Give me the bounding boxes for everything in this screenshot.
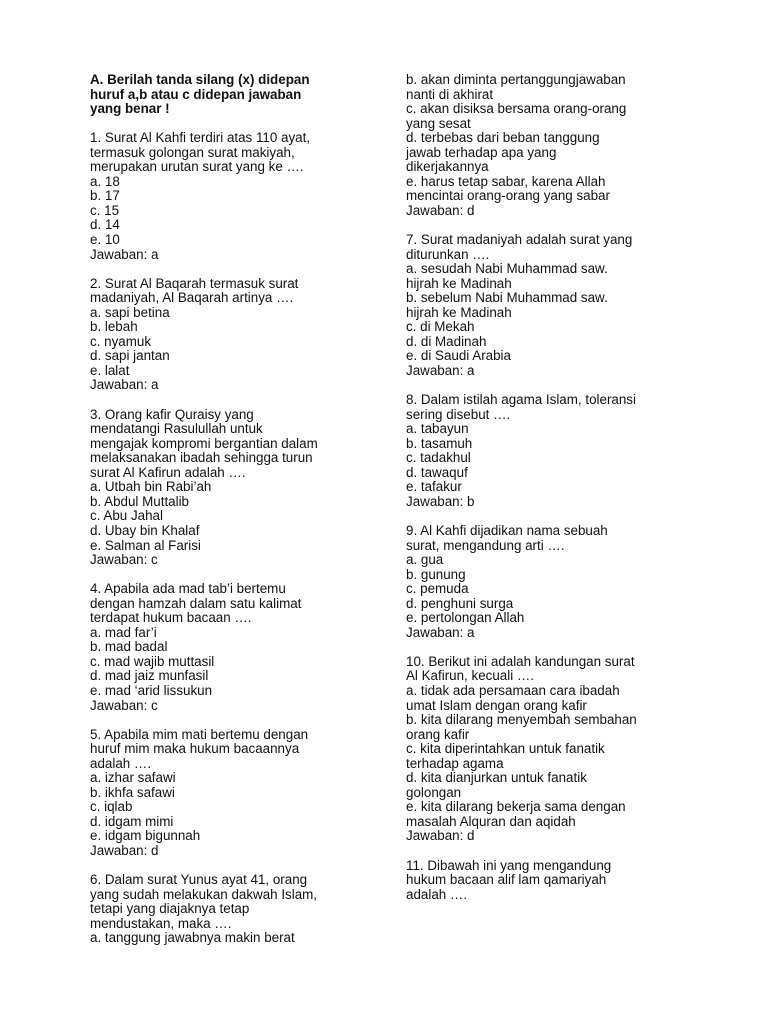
question-q11 xyxy=(406,859,696,903)
text-line: dikerjakannya xyxy=(406,159,489,175)
question-text: 10. Berikut ini adalah kandungan surat xyxy=(406,653,635,669)
question-text: 3. Orang kafir Quraisy yang xyxy=(90,406,254,422)
question-q6 xyxy=(90,873,380,946)
question-q4 xyxy=(90,582,380,713)
text-line: nanti di akhirat xyxy=(406,86,494,102)
answer-option: b. tasamuh xyxy=(406,435,473,451)
answer-option: e. idgam bigunnah xyxy=(90,828,201,844)
text-line: yang sudah melakukan dakwah Islam, xyxy=(90,886,318,902)
text-line: madaniyah, Al Baqarah artinya …. xyxy=(90,290,294,306)
answer-option: d. di Madinah xyxy=(406,333,487,349)
question-text: 6. Dalam surat Yunus ayat 41, orang xyxy=(90,872,308,888)
answer-key: Jawaban: d xyxy=(406,202,475,218)
text-line: A. Berilah tanda silang (x) didepan xyxy=(90,72,310,87)
answer-option: e. harus tetap sabar, karena Allah xyxy=(406,173,606,189)
text-line: adalah …. xyxy=(406,886,468,902)
answer-option: a. sapi betina xyxy=(90,304,170,320)
answer-option: c. nyamuk xyxy=(90,333,152,349)
text-line: sering disebut …. xyxy=(406,406,511,422)
answer-option: e. di Saudi Arabia xyxy=(406,348,511,364)
question-q7 xyxy=(406,233,696,378)
question-text: 2. Surat Al Baqarah termasuk surat xyxy=(90,275,299,291)
answer-option: e. pertolongan Allah xyxy=(406,610,525,626)
question-q2 xyxy=(90,277,380,393)
question-text: 8. Dalam istilah agama Islam, toleransi xyxy=(406,392,636,408)
answer-option: e. tafakur xyxy=(406,479,462,495)
text-line: adalah …. xyxy=(90,755,152,771)
answer-key: Jawaban: b xyxy=(406,493,475,509)
text-line: Al Kafirun, kecuali …. xyxy=(406,668,535,684)
question-text: 4. Apabila ada mad tab’i bertemu xyxy=(90,581,286,597)
answer-option: b. ikhfa safawi xyxy=(90,784,175,800)
answer-option: c. Abu Jahal xyxy=(90,508,163,524)
answer-option: d. idgam mimi xyxy=(90,813,174,829)
answer-option: c. 15 xyxy=(90,202,120,218)
text-line: huruf a,b atau c didepan jawaban xyxy=(90,86,302,102)
answer-option: d. terbebas dari beban tanggung xyxy=(406,130,600,146)
text-line: terhadap agama xyxy=(406,755,504,771)
answer-option: c. kita diperintahkan untuk fanatik xyxy=(406,741,605,757)
text-line: dengan hamzah dalam satu kalimat xyxy=(90,595,302,611)
text-line: jawab terhadap apa yang xyxy=(406,144,557,160)
question-text: 9. Al Kahfi dijadikan nama sebuah xyxy=(406,522,608,538)
answer-key: Jawaban: a xyxy=(406,362,475,378)
answer-option: c. pemuda xyxy=(406,581,469,597)
answer-option: a. gua xyxy=(406,552,444,568)
question-q10 xyxy=(406,655,696,844)
text-line: tetapi yang diajaknya tetap xyxy=(90,901,250,917)
answer-option: b. kita dilarang menyembah sembahan xyxy=(406,712,637,728)
answer-option: a. 18 xyxy=(90,173,120,189)
text-line: yang sesat xyxy=(406,115,471,131)
answer-option: c. akan disiksa bersama orang-orang xyxy=(406,101,627,117)
text-line: melaksanakan ibadah sehingga turun xyxy=(90,450,313,466)
text-line: hukum bacaan alif lam qamariyah xyxy=(406,872,607,888)
answer-option: b. lebah xyxy=(90,319,138,335)
text-line: mengajak kompromi bergantian dalam xyxy=(90,435,318,451)
answer-option: a. sesudah Nabi Muhammad saw. xyxy=(406,261,608,277)
text-line: termasuk golongan surat makiyah, xyxy=(90,144,295,160)
answer-option: c. iqlab xyxy=(90,799,133,815)
text-line: yang benar ! xyxy=(90,101,170,117)
right-column xyxy=(406,73,696,917)
text-line: umat Islam dengan orang kafir xyxy=(406,697,587,713)
answer-key: Jawaban: d xyxy=(406,828,475,844)
left-column xyxy=(90,73,380,960)
answer-option: d. 14 xyxy=(90,217,120,233)
text-line: hijrah ke Madinah xyxy=(406,304,512,320)
question-text: 1. Surat Al Kahfi terdiri atas 110 ayat, xyxy=(90,130,311,146)
answer-key: Jawaban: a xyxy=(90,377,159,393)
answer-option: e. kita dilarang bekerja sama dengan xyxy=(406,799,626,815)
answer-option: b. sebelum Nabi Muhammad saw. xyxy=(406,290,608,306)
answer-option: e. 10 xyxy=(90,232,120,248)
answer-option: e. Salman al Farisi xyxy=(90,537,201,553)
text-line: merupakan urutan surat yang ke …. xyxy=(90,159,304,175)
answer-key: Jawaban: a xyxy=(90,246,159,262)
text-line: golongan xyxy=(406,784,462,800)
answer-option: a. tanggung jawabnya makin berat xyxy=(90,930,295,946)
answer-option: b. mad badal xyxy=(90,639,168,655)
answer-key: Jawaban: c xyxy=(90,552,158,568)
text-line: surat, mengandung arti …. xyxy=(406,537,565,553)
text-line: masalah Alquran dan aqidah xyxy=(406,813,576,829)
answer-option: d. Ubay bin Khalaf xyxy=(90,522,200,538)
answer-option: e. mad ‘arid lissukun xyxy=(90,682,213,698)
question-q6-cont xyxy=(406,73,696,218)
text-line: diturunkan …. xyxy=(406,246,490,262)
answer-option: a. mad far’i xyxy=(90,624,157,640)
question-q9 xyxy=(406,524,696,640)
text-line: hijrah ke Madinah xyxy=(406,275,512,291)
answer-option: d. sapi jantan xyxy=(90,348,170,364)
text-line: mendatangi Rasulullah untuk xyxy=(90,421,263,437)
answer-option: d. kita dianjurkan untuk fanatik xyxy=(406,770,587,786)
instruction-heading xyxy=(90,73,380,117)
answer-option: c. tadakhul xyxy=(406,450,471,466)
answer-option: a. tabayun xyxy=(406,421,469,437)
question-text: 7. Surat madaniyah adalah surat yang xyxy=(406,232,633,248)
answer-option: b. akan diminta pertanggungjawaban xyxy=(406,72,626,87)
answer-option: a. izhar safawi xyxy=(90,770,176,786)
answer-option: a. Utbah bin Rabi’ah xyxy=(90,479,212,495)
answer-option: b. Abdul Muttalib xyxy=(90,493,190,509)
answer-option: c. mad wajib muttasil xyxy=(90,653,215,669)
question-q3 xyxy=(90,408,380,568)
question-q5 xyxy=(90,728,380,859)
text-line: mencintai orang-orang yang sabar xyxy=(406,188,610,204)
text-line: mendustakan, maka …. xyxy=(90,915,232,931)
question-text: 11. Dibawah ini yang mengandung xyxy=(406,857,612,873)
question-q1 xyxy=(90,131,380,262)
answer-option: d. mad jaiz munfasil xyxy=(90,668,209,684)
answer-key: Jawaban: d xyxy=(90,842,159,858)
text-line: surat Al Kafirun adalah …. xyxy=(90,464,246,480)
answer-option: e. lalat xyxy=(90,362,130,378)
answer-option: c. di Mekah xyxy=(406,319,475,335)
answer-key: Jawaban: a xyxy=(406,624,475,640)
text-line: terdapat hukum bacaan …. xyxy=(90,610,252,626)
answer-key: Jawaban: c xyxy=(90,697,158,713)
answer-option: b. gunung xyxy=(406,566,466,582)
question-text: 5. Apabila mim mati bertemu dengan xyxy=(90,726,309,742)
text-line: orang kafir xyxy=(406,726,470,742)
answer-option: b. 17 xyxy=(90,188,120,204)
text-line: huruf mim maka hukum bacaannya xyxy=(90,741,300,757)
answer-option: d. penghuni surga xyxy=(406,595,514,611)
answer-option: d. tawaquf xyxy=(406,464,468,480)
answer-option: a. tidak ada persamaan cara ibadah xyxy=(406,682,620,698)
question-q8 xyxy=(406,393,696,509)
